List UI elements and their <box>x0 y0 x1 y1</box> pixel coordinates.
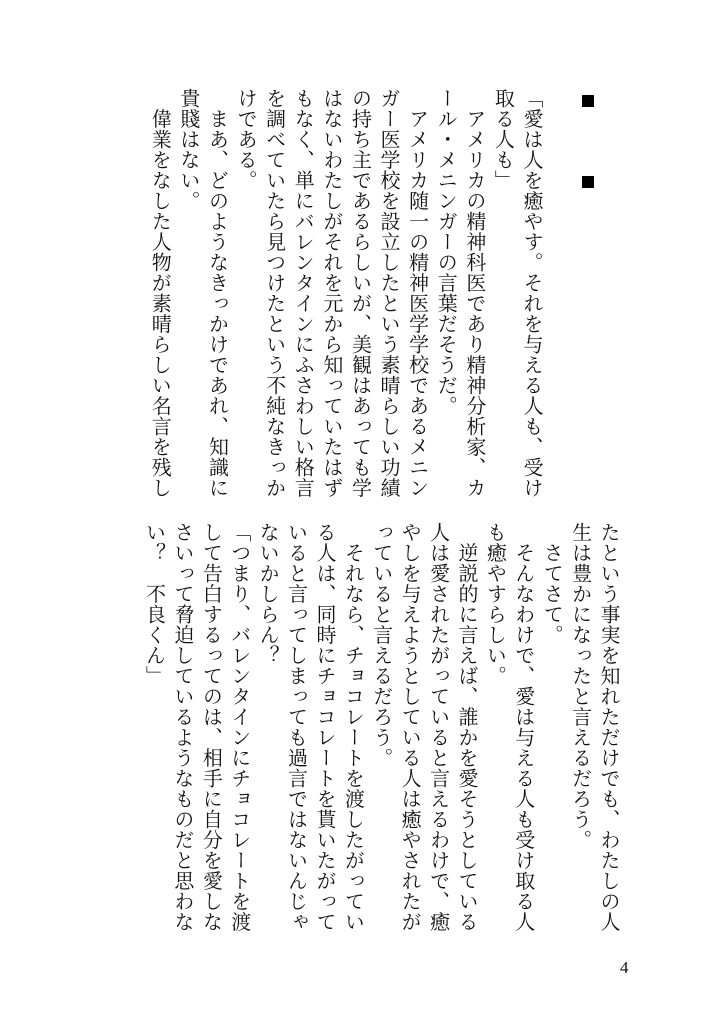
text-line: 偉業をなした人物が素晴らしい名言を残し <box>148 88 173 498</box>
text-line: 逆説的に言えば、誰かを愛そうとしている <box>454 522 479 932</box>
text-block-upper <box>145 88 546 508</box>
text-line: いると言ってしまっても過言ではないんじゃ <box>284 522 309 932</box>
text-line: も癒やすらしい。 <box>483 522 508 686</box>
text-block-lower <box>139 522 623 942</box>
section-break-mark <box>582 95 594 107</box>
text-line: さてさて。 <box>540 522 565 645</box>
text-line: 「つまり、バレンタインにチョコレートを渡 <box>227 522 252 932</box>
text-line: はないわたしがそれを元から知っていたはず <box>319 88 344 498</box>
text-line: まあ、どのようなきっかけであれ、知識に <box>205 88 230 498</box>
text-line: ないかしらん？ <box>256 522 281 666</box>
text-line: たという事実を知れただけでも、わたしの人 <box>597 522 621 932</box>
text-line: い？ 不良くん」 <box>142 522 167 686</box>
text-line: を調べていたら見つけたという不純なきっか <box>262 88 287 498</box>
page-number: 4 <box>620 958 629 977</box>
text-line: やしを与えようとしている人は癒やされたが <box>398 522 423 932</box>
text-line: 「愛は人を癒やす。それを与える人も、受け <box>520 88 544 498</box>
text-line: っていると言えるだろう。 <box>369 522 394 768</box>
section-break-mark <box>582 176 594 188</box>
text-line: ガー医学校を設立したという素晴らしい功績 <box>377 88 402 498</box>
text-line: して告白するってのは、相手に自分を愛しな <box>199 522 224 932</box>
text-line: もなく、単にバレンタインにふさわしい格言 <box>291 88 316 498</box>
text-line: けである。 <box>234 88 259 191</box>
text-line: アメリカの精神科医であり精神分析家、カ <box>462 88 487 498</box>
text-line: ール・メニンガーの言葉だそうだ。 <box>434 88 459 416</box>
text-line: 貴賤はない。 <box>176 88 201 211</box>
text-line: アメリカ随一の精神医学学校であるメニン <box>405 88 430 498</box>
text-line: 生は豊かになったと言えるだろう。 <box>568 522 593 850</box>
text-line: そんなわけで、愛は与える人も受け取る人 <box>511 522 536 932</box>
text-line: の持ち主であるらしいが、美観はあっても学 <box>348 88 373 498</box>
text-line: 取る人も」 <box>491 88 516 191</box>
text-line: 人は愛されたがっていると言えるわけで、癒 <box>426 522 451 932</box>
text-line: さいって脅迫しているようなものだと思わな <box>170 522 195 932</box>
text-line: る人は、同時にチョコレートを貰いたがって <box>312 522 337 932</box>
text-line: それなら、チョコレートを渡したがってい <box>341 522 366 932</box>
